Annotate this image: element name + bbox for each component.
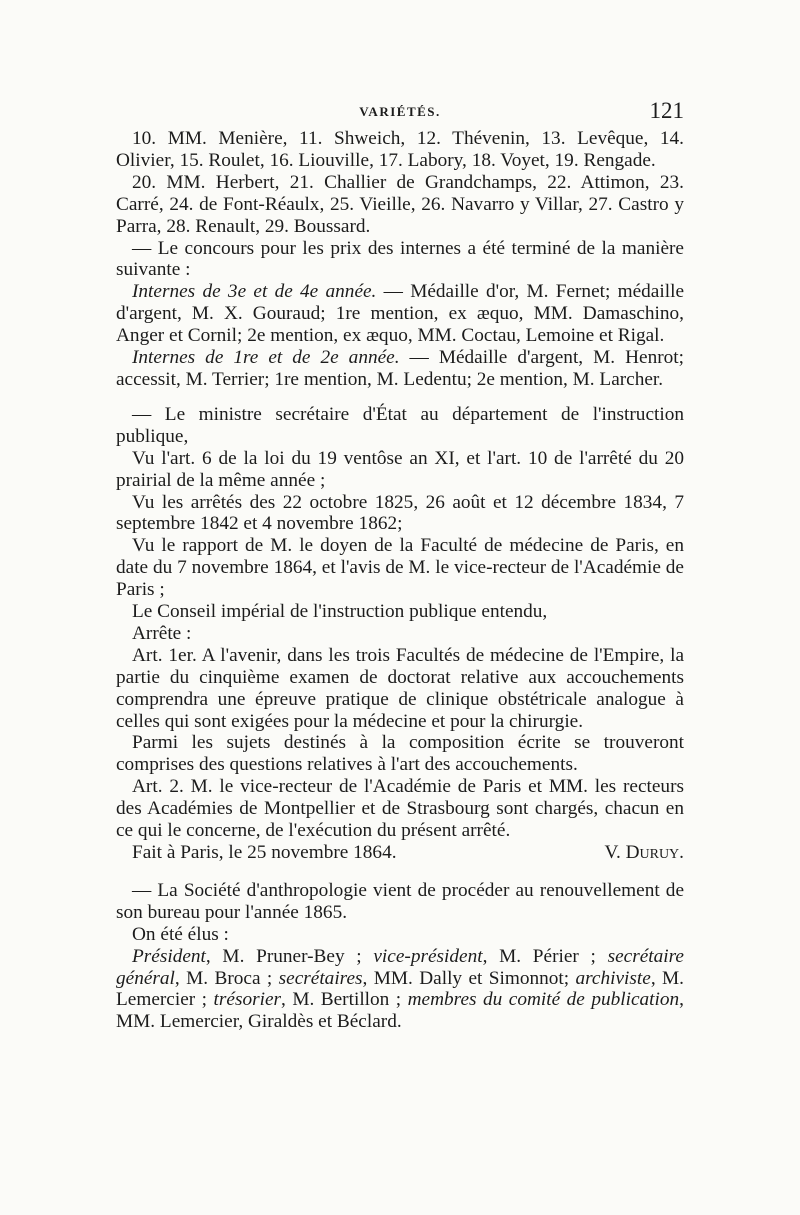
interns-list-10-19: 10. MM. Menière, 11. Shweich, 12. Thévenin, 13. Levêque, 14. Olivier, 15. Roulet, 16. Liouville, 17. Labory, 18. Voyet, 19. Rengade.: [116, 128, 684, 171]
officer-role-treasurer: trésorier: [213, 989, 282, 1011]
prize-junior-label: Internes de 1re et de 2e année.: [132, 347, 400, 369]
officer-role-vice-president: vice-président: [373, 945, 483, 967]
decree-vu-1: Vu l'art. 6 de la loi du 19 ventôse an XI, et l'art. 10 de l'arrêté du 20 prairial de la même année ;: [116, 447, 684, 491]
page-header: [116, 100, 684, 130]
decree-closing: [116, 842, 684, 864]
prize-senior-text: — Médaille d'or, M. Fernet; médaille d'argent, M. X. Gouraud; 1re mention, ex æquo, MM. Damaschino, Anger et Cornil; 2e mention, ex æquo, MM. Coctau, Lemoine et Rigal.: [116, 281, 684, 347]
decree-arrete: Arrête :: [132, 622, 192, 644]
section-gap: [116, 391, 684, 404]
decree-paragraph-parmi: Parmi les sujets destinés à la composition écrite se trouveront comprises des questions relatives à l'art des accouchements.: [116, 732, 684, 776]
society-officers: [116, 946, 684, 1034]
decree-article-1: Art. 1er. A l'avenir, dans les trois Facultés de médecine de l'Empire, la partie du cinquième examen de doctorat relative aux accouchements comprendra une épreuve pratique de clinique obstétricale analogue à celles qui sont exigées pour la médecine et pour la chirurgie.: [116, 644, 684, 732]
decree-vu-3: Vu le rapport de M. le doyen de la Faculté de médecine de Paris, en date du 7 novembre 1864, et l'avis de M. le vice-recteur de l'Académie de Paris ;: [116, 535, 684, 601]
page-number: 121: [649, 98, 684, 123]
officer-publication-committee: , MM. Lemercier, Giraldès et Béclard.: [116, 989, 684, 1033]
officer-secretary-general: , M. Broca ;: [174, 967, 279, 989]
officer-role-archivist: archiviste: [575, 967, 651, 989]
page-body: [116, 128, 684, 1033]
officer-role-president: Président: [132, 945, 206, 967]
officer-treasurer: , M. Bertillon ;: [281, 989, 408, 1011]
society-elected-heading: On été élus :: [132, 923, 229, 945]
prize-contest-intro: — Le concours pour les prix des internes a été terminé de la manière suivante :: [116, 237, 684, 281]
decree-date: Fait à Paris, le 25 novembre 1864.: [132, 842, 397, 863]
prize-senior-interns: [116, 281, 684, 347]
section-gap: [116, 864, 684, 880]
prize-senior-label: Internes de 3e et de 4e année.: [132, 281, 377, 303]
interns-list-20-29: 20. MM. Herbert, 21. Challier de Grandchamps, 22. Attimon, 23. Carré, 24. de Font-Réaulx, 25. Vieille, 26. Navarro y Villar, 27. Castro y Parra, 28. Renault, 29. Boussard.: [116, 171, 684, 237]
prize-junior-text: — Médaille d'argent, M. Henrot; accessit, M. Terrier; 1re mention, M. Ledentu; 2e mention, M. Larcher.: [116, 347, 684, 390]
officer-secretaries: , MM. Dally et Simonnot;: [362, 967, 576, 989]
officer-role-publication-committee: membres du comité de publication: [407, 989, 680, 1011]
officer-archivist: , M. Lemercier ;: [116, 967, 684, 1011]
decree-conseil: Le Conseil impérial de l'instruction publique entendu,: [132, 601, 548, 623]
decree-vu-2: Vu les arrêtés des 22 octobre 1825, 26 août et 12 décembre 1834, 7 septembre 1842 et 4 novembre 1862;: [116, 491, 684, 535]
officer-vice-president: , M. Périer ;: [482, 945, 608, 967]
decree-article-2: Art. 2. M. le vice-recteur de l'Académie de Paris et MM. les recteurs des Académies de Montpellier et de Strasbourg sont chargés, chacun en ce qui le concerne, de l'exécution du présent arrêté.: [116, 776, 684, 842]
prize-junior-interns: [116, 347, 684, 391]
running-title: VARIÉTÉS.: [359, 104, 441, 119]
society-intro: — La Société d'anthropologie vient de procéder au renouvellement de son bureau pour l'année 1865.: [116, 879, 684, 923]
decree-intro: — Le ministre secrétaire d'État au département de l'instruction publique,: [116, 403, 684, 447]
officer-role-secretary-general: secrétaire général: [116, 945, 684, 989]
officer-president: , M. Pruner-Bey ;: [205, 945, 374, 967]
decree-signature: V. Duruy.: [604, 842, 684, 863]
officer-role-secretaries: secrétaires: [278, 967, 363, 989]
